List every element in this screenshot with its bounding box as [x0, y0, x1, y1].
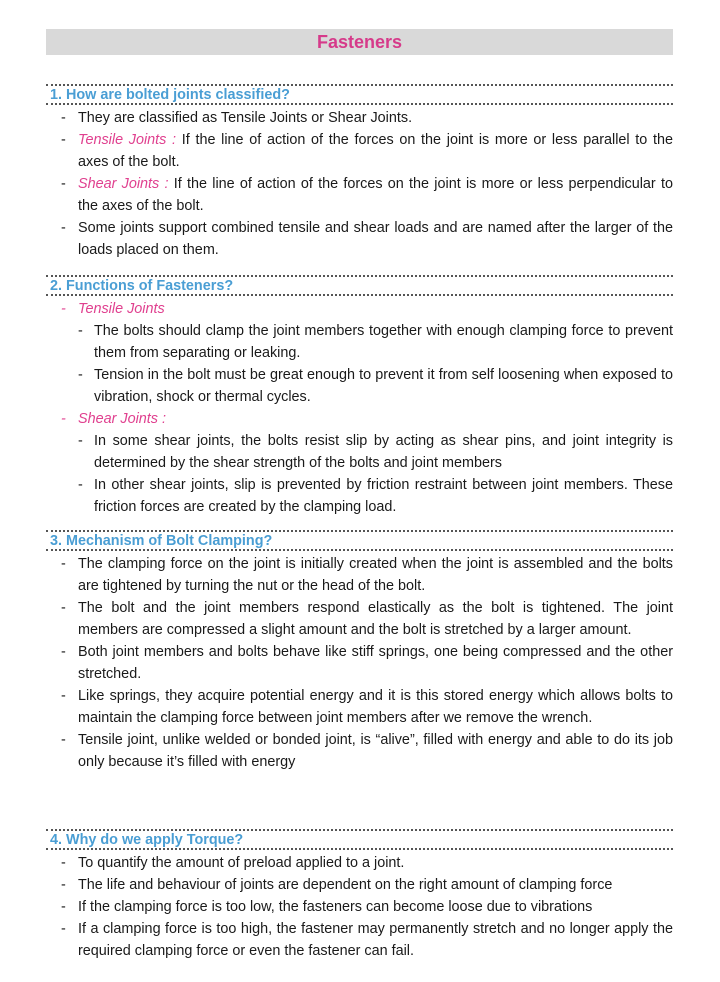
- section-heading: 3. Mechanism of Bolt Clamping?: [46, 530, 673, 551]
- subheading-shear-joints: - Shear Joints :: [61, 411, 166, 427]
- section-4: [46, 829, 673, 962]
- section-1: [46, 84, 673, 261]
- list-item: - In other shear joints, slip is prevented by friction restraint between joint members. These friction forces are created by the clamping load.: [78, 477, 673, 515]
- list-item: - To quantify the amount of preload applied to a joint.: [61, 855, 405, 871]
- section-heading: 2. Functions of Fasteners?: [46, 275, 673, 296]
- list-item: - Shear Joints : If the line of action of the forces on the joint is more or less perpendicular to the axes of the bolt.: [61, 176, 673, 214]
- list-item: - Tension in the bolt must be great enough to prevent it from self loosening when exposed to vibration, shock or thermal cycles.: [78, 367, 673, 405]
- list-item: - Like springs, they acquire potential energy and it is this stored energy which allows bolts to maintain the clamping force between joint members after we remove the wrench.: [61, 688, 673, 726]
- list-item: - Both joint members and bolts behave like stiff springs, one being compressed and the other stretched.: [61, 644, 673, 682]
- term-tensile-joints: Tensile Joints :: [78, 132, 177, 148]
- list-item: - Tensile joint, unlike welded or bonded joint, is “alive”, filled with energy and able to do its job only because it’s filled with energy: [61, 732, 673, 770]
- list-item: - The clamping force on the joint is initially created when the joint is assembled and the bolts are tightened by turning the nut or the head of the bolt.: [61, 556, 673, 594]
- list-item: - If a clamping force is too high, the fastener may permanently stretch and no longer apply the required clamping force or even the fastener can fail.: [61, 921, 673, 959]
- list-item: - The life and behaviour of joints are dependent on the right amount of clamping force: [61, 877, 613, 893]
- section-3: [46, 530, 673, 773]
- list-item: - The bolt and the joint members respond elastically as the bolt is tightened. The joint members are compressed a slight amount and the bolt is stretched by a larger amount.: [61, 600, 673, 638]
- section-2: [46, 275, 673, 518]
- section-heading: 4. Why do we apply Torque?: [46, 829, 673, 850]
- list-item: - If the clamping force is too low, the fasteners can become loose due to vibrations: [61, 899, 593, 915]
- list-item: - They are classified as Tensile Joints or Shear Joints.: [61, 110, 413, 126]
- section-heading: 1. How are bolted joints classified?: [46, 84, 673, 105]
- list-item: - The bolts should clamp the joint members together with enough clamping force to prevent them from separating or leaking.: [78, 323, 673, 361]
- term-shear-joints: Shear Joints :: [78, 176, 169, 192]
- page-title: Fasteners: [316, 32, 403, 52]
- subheading-tensile-joints: - Tensile Joints: [61, 301, 165, 317]
- list-item: - In some shear joints, the bolts resist slip by acting as shear pins, and joint integrity is determined by the shear strength of the bolts and joint members: [78, 433, 673, 471]
- list-item: - Tensile Joints : If the line of action of the forces on the joint is more or less parallel to the axes of the bolt.: [61, 132, 673, 170]
- title-bar: [46, 29, 673, 55]
- list-item: - Some joints support combined tensile and shear loads and are named after the larger of the loads placed on them.: [61, 220, 673, 258]
